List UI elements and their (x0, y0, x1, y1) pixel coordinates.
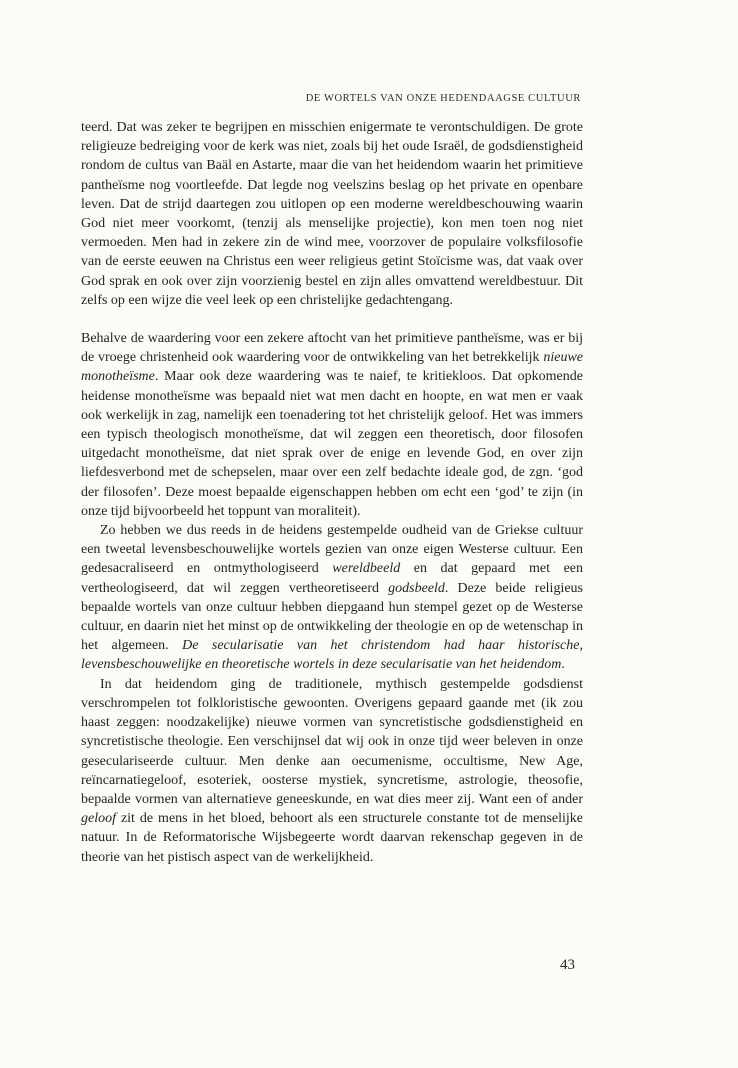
text-run: Zo hebben we dus reeds in de heidens gestempelde oudheid van de Griekse cultuur een tweetal levensbeschouwelijke wortels gezien van onze eigen Westerse cultuur. Een gedesacraliseerd en ontmythologiseerd (81, 523, 583, 577)
text-run: zit de mens in het bloed, behoort als een structurele constante tot de menselijke natuur. In de Reformatorische Wijsbegeerte wordt daarvan rekenschap gegeven in de theorie van het pistisch aspect van de werkelijkheid. (81, 811, 583, 865)
paragraph-1 (81, 118, 583, 310)
paragraph-4 (81, 675, 583, 867)
text-run: In dat heidendom ging de traditionele, mythisch gestempelde godsdienst verschrompelen tot folkloristische gewoonten. Overigens gepaard gaande met (ik zou haast zeggen: noodzakelijke) nieuwe vormen van syncretistische godsdienstigheid en syncretistische theologie. Een verschijnsel dat wij ook in onze tijd weer beleven in onze geseculariseerde cultuur. Men denke aan oecumenisme, occultisme, New Age, reïncarnatiegeloof, esoteriek, oosterse mystiek, syncretisme, astrologie, theosofie, bepaalde vormen van alternatieve geneeskunde, en wat dies meer zij. Want een of ander (81, 676, 583, 807)
running-header: DE WORTELS VAN ONZE HEDENDAAGSE CULTUUR (305, 93, 581, 104)
paragraph-3 (81, 521, 583, 675)
text-run: . (561, 657, 565, 673)
italic-emphasis: godsbeeld (388, 580, 445, 596)
italic-emphasis: nieuwe monotheïsme (81, 350, 583, 385)
text-run: teerd. Dat was zeker te begrijpen en misschien enigermate te verontschuldigen. De grote religieuze bedreiging voor de kerk was niet, zoals bij het oude Israël, de godsdienstigheid rondom de cultus van Baäl en Astarte, maar die van het heidendom waarin het primitieve pantheïsme nog voortleefde. Dat legde nog veelszins beslag op het private en openbare leven. Dat de strijd daartegen zou uitlopen op een moderne wereldbeschouwing waarin God niet meer voorkomt, (tenzij als menselijke projectie), kon men toen nog niet vermoeden. Men had in zekere zin de wind mee, voorzover de populaire volksfilosofie van de eerste eeuwen na Christus een weer religieus getint Stoïcisme was, dat vaak over God sprak en ook over zijn voorzienig bestel en zijn alles omvattend wereldbestuur. Dit zelfs op een wijze die veel leek op een christelijke gedachtengang. (81, 120, 583, 308)
body-text (81, 118, 583, 867)
italic-emphasis: De secularisatie van het christendom had haar historische, levensbeschouwelijke en theoretische wortels in deze secularisatie van het heidendom (81, 638, 583, 673)
text-run: en dat gepaard met een vertheologiseerd, dat wil zeggen vertheoretiseerd (81, 561, 583, 596)
page-number: 43 (560, 957, 575, 973)
italic-emphasis: geloof (81, 811, 116, 827)
text-run: Behalve de waardering voor een zekere aftocht van het primitieve pantheïsme, was er bij de vroege christenheid ook waardering voor de ontwikkeling van het betrekkelijk (81, 331, 583, 366)
text-run: . Maar ook deze waardering was te naief, te kritiekloos. Dat opkomende heidense monotheïsme was bepaald niet wat men dacht en hoopte, en wat men er vaak ook werkelijk in zag, namelijk een toenadering tot het christelijk geloof. Het was immers een typisch theologisch monotheïsme, dat wil zeggen een theoretisch, door filosofen uitgedacht monotheïsme, dat niet sprak over de enige en levende God, en over zijn liefdesverbond met de schepselen, maar over een zelf bedachte ideale god, de zgn. ‘god der filosofen’. Deze moest bepaalde eigenschappen hebben om echt een ‘god’ te zijn (in onze tijd bijvoorbeeld het toppunt van moraliteit). (81, 369, 583, 519)
text-run: . Deze beide religieus bepaalde wortels van onze cultuur hebben diepgaand hun stempel gezet op de Westerse cultuur, en daarin niet het minst op de ontwikkeling der theologie en op de wetenschap in het algemeen. (81, 580, 583, 654)
italic-emphasis: wereldbeeld (332, 561, 401, 577)
paragraph-2 (81, 329, 583, 521)
